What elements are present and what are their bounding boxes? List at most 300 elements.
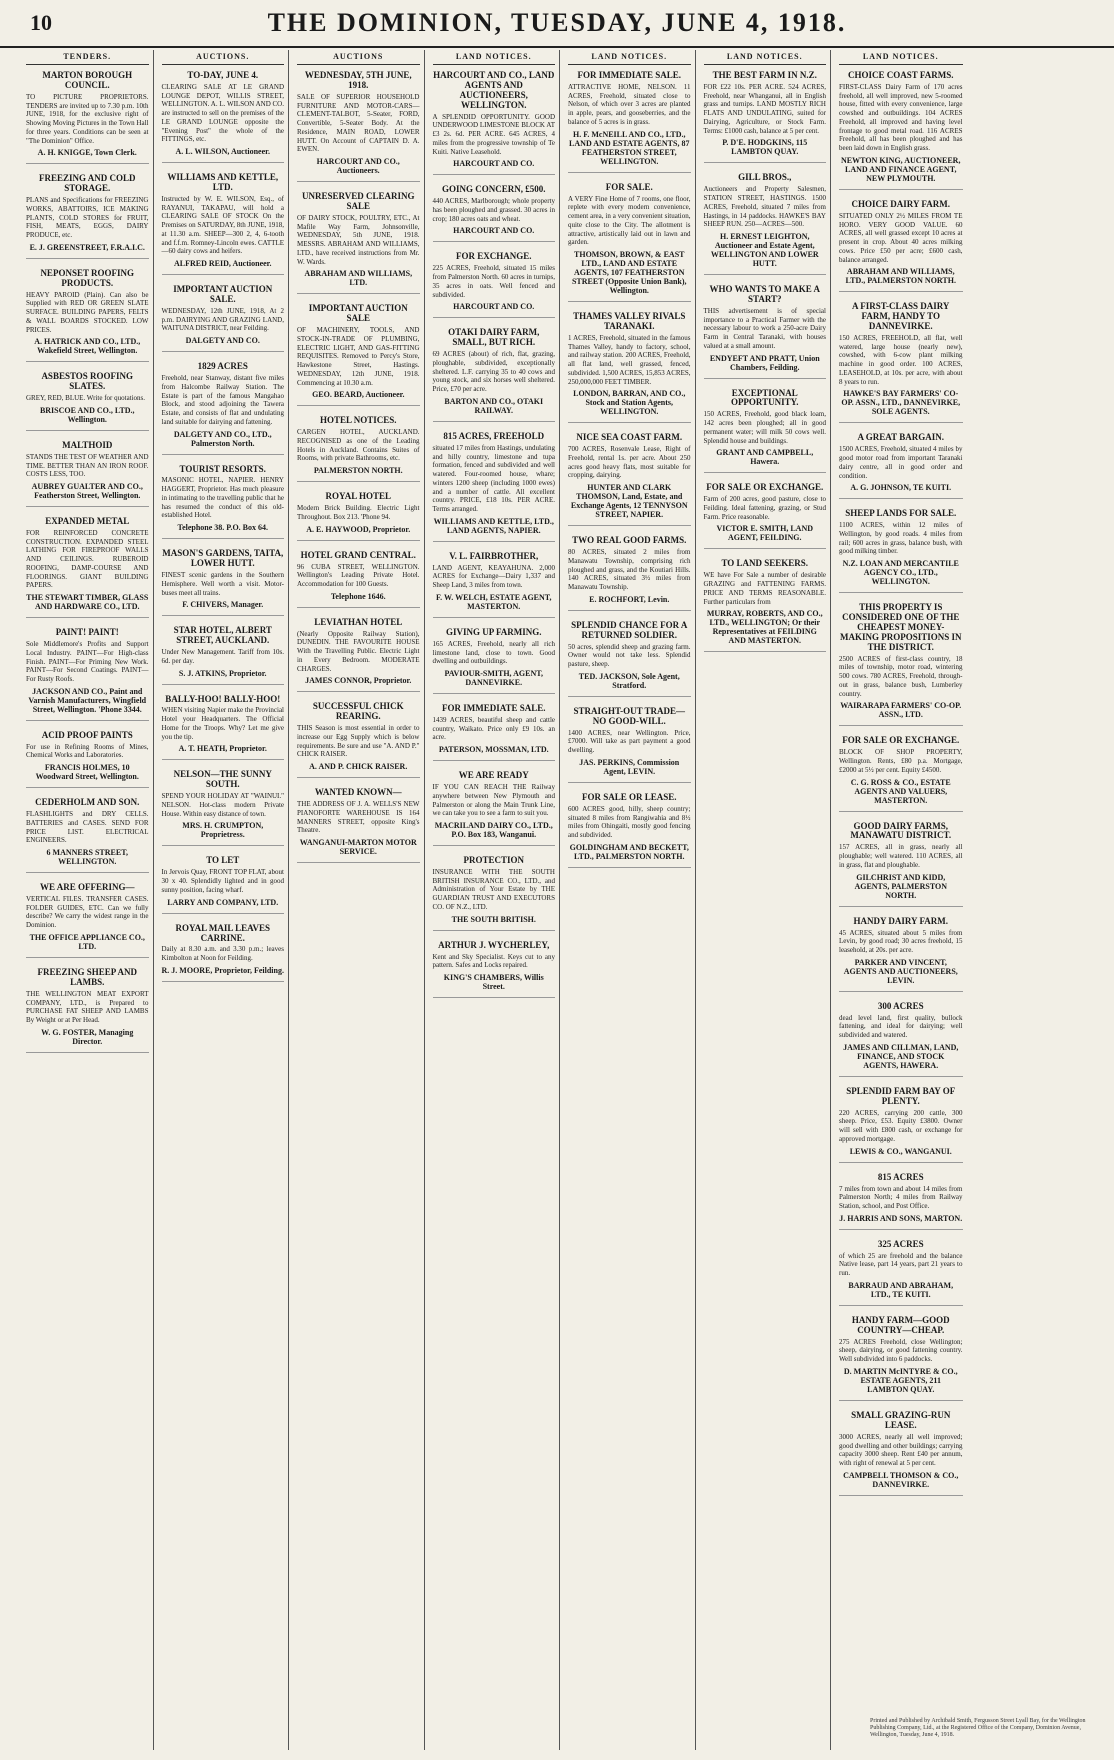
advertisement [568,793,691,868]
ad-signature: TED. JACKSON, Sole Agent, Stratford. [578,671,680,690]
ad-signature: VICTOR E. SMITH, LAND AGENT, FEILDING. [716,524,814,543]
columns-container [22,50,1102,1750]
column-heading: AUCTIONS [297,50,420,65]
ad-signature: J. HARRIS AND SONS, MARTON. [839,1213,963,1223]
ad-body: WHEN visiting Napier make the Provincial Hotel your Headquarters. The Official Home for the Troops. Why? Let me give you the tip. [161,706,284,741]
ad-title: MARTON BOROUGH COUNCIL. [42,70,133,90]
ad-title: CEDERHOLM AND SON. [35,797,140,808]
ad-signature: HARCOURT AND CO. [453,159,535,169]
ad-body: Daily at 8.30 a.m. and 3.30 p.m.; leaves Kimbolton at Noon for Feilding. [161,945,284,963]
ad-body: GREY, RED, BLUE. Write for quotations. [26,394,146,403]
ad-signature: E. J. GREENSTREET, F.R.A.I.C. [29,242,145,252]
column-6 [700,50,832,1750]
ad-title: ROYAL MAIL LEAVES CARRINE. [175,922,271,943]
advertisement [162,856,285,913]
ad-body: WE have For Sale a number of desirable GRAZING and FATTENING FARMS. PRICE AND TERMS REASONABLE. Further particulars from [703,571,826,606]
ad-signature: HARCOURT AND CO., Auctioneers. [316,157,400,176]
ad-title: SUCCESSFUL CHICK REARING. [312,701,404,722]
advertisement [433,432,556,542]
ad-title: WE ARE OFFERING— [39,882,135,893]
column-5 [564,50,696,1750]
advertisement [297,618,420,693]
ad-title: 1829 ACRES [197,361,248,372]
ad-body: PLANS and Specifications for FREEZING WORKS, ABATTOIRS, ICE MAKING PLANTS, COLD STORES for FRUIT, FISH, MEATS, EGGS, DAIRY PRODUCE, etc. [26,196,149,240]
ad-signature: THOMSON, BROWN, & EAST LTD., LAND AND ESTATE AGENTS, 107 FEATHERSTON STREET (Opposite Union Bank), Wellington. [571,250,687,296]
ad-signature: NEWTON KING, AUCTIONEER, LAND AND FINANCE AGENT, NEW PLYMOUTH. [841,155,961,183]
advertisement [839,1316,963,1401]
ad-title: TO LAND SEEKERS. [721,558,809,569]
advertisement [162,465,285,540]
advertisement [26,269,149,363]
ad-signature: JAMES AND CILLMAN, LAND, FINANCE, AND STOCK AGENTS, HAWERA. [843,1042,959,1070]
ad-title: SHEEP LANDS FOR SALE. [845,508,957,519]
advertisement [26,731,149,788]
ad-body: 1400 ACRES, near Wellington. Price, £7000. Will take as part payment a good dwelling. [568,728,691,755]
ad-signature: WILLIAMS AND KETTLE, LTD., LAND AGENTS, NAPIER. [433,516,554,535]
ad-body: 69 ACRES (about) of rich, flat, grazing, ploughable, subdivided, exceptionally sheltered. L.F. carrying 35 to 40 cows and young stock, and six horses well sheltered. Price, £70 per acre. [432,350,555,394]
ad-body: 225 ACRES, Freehold, situated 15 miles from Palmerston North. 60 acres in turnips, 35 acres in oats. Well fenced and subdivided. [432,264,555,299]
ad-title: 815 ACRES, FREEHOLD [443,430,545,441]
ad-title: WEDNESDAY, 5TH JUNE, 1918. [304,70,412,90]
advertisement [162,285,285,352]
ad-signature: LONDON, BARRAN, AND CO., Stock and Station Agents, WELLINGTON. [573,389,686,417]
ad-body: Under New Management. Tariff from 10s. 6d. per day. [161,648,284,665]
ad-body: 3000 ACRES, nearly all well improved; good dwelling and other buildings; carrying capacity 3000 sheep. Rent £40 per annum, with right of renewal at 5 per cent. [839,1432,963,1468]
ad-signature: PATERSON, MOSSMAN, LTD. [438,745,549,755]
advertisement [433,628,556,694]
ad-title: FREEZING AND COLD STORAGE. [38,173,136,194]
advertisement [433,71,556,175]
advertisement [26,71,149,164]
ad-signature: THE STEWART TIMBER, GLASS AND HARDWARE CO., LTD. [26,593,149,612]
ad-title: FOR SALE OR EXCHANGE. [706,482,824,493]
ad-body: THIS advertisement is of special importance to a Practical Farmer with the necessary labour to work a 250-acre Dairy Farm in Central Taranaki, with houses valued at a small amount. [703,306,826,350]
ad-body: A SPLENDID OPPORTUNITY. GOOD UNDERWOOD LIMESTONE BLOCK AT £3 2s. 6d. PER ACRE. 645 ACRES, 4 miles from the progressive township of Te Kuiti. Native Leasehold. [432,112,555,156]
ad-signature: ABRAHAM AND WILLIAMS, LTD., PALMERSTON NORTH. [845,267,956,286]
ad-body: 96 CUBA STREET, WELLINGTON. Wellington's Leading Private Hotel. Accommodation for 100 Guests. [297,562,420,589]
ad-body: In Jervois Quay, FRONT TOP FLAT, about 30 x 40. Splendidly lighted and in good sunny position, facing wharf. [161,868,284,894]
ad-body: IF YOU CAN REACH THE Railway anywhere between New Plymouth and Palmerston or along the Main Trunk Line, we can take you to see a farm to suit you. [432,783,555,818]
ad-title: MALTHOID [62,439,113,450]
ad-title: LEVIATHAN HOTEL [314,616,403,627]
ad-title: IMPORTANT AUCTION SALE [308,303,408,324]
ad-body: 275 ACRES Freehold, close Wellington; sheep, dairying, or good fattening country. Well subdivided into 6 paddocks. [839,1337,963,1364]
ad-body: (Nearly Opposite Railway Station), DUNEDIN. THE FAVOURITE HOUSE With the Travelling Public. Electric Light in Every Bedroom. MODERATE CHARGES. [297,629,420,673]
ad-signature: JAS. PERKINS, Commission Agent, LEVIN. [579,757,680,776]
ad-body: 157 ACRES, all in grass, nearly all ploughable; well watered. 110 ACRES, all in grass, flat and ploughable. [839,843,963,869]
advertisement [433,328,556,422]
ad-signature: JACKSON AND CO., Paint and Varnish Manufacturers, Wingfield Street, Wellington. 'Phone 3344. [28,686,147,714]
advertisement [839,822,963,907]
ad-signature: F. CHIVERS, Manager. [182,600,264,610]
column-7 [835,50,967,1750]
advertisement [839,302,963,423]
ad-title: STAR HOTEL, ALBERT STREET, AUCKLAND. [173,625,272,646]
advertisement [433,856,556,931]
ad-signature: KING'S CHAMBERS, Willis Street. [443,973,544,992]
advertisement [839,1411,963,1496]
column-4 [429,50,561,1750]
ad-body: INSURANCE WITH THE SOUTH BRITISH INSURANCE CO., LTD., and Administration of Your Estate by THE GUARDIAN TRUST AND EXECUTORS CO. OF N.Z., LTD. [432,867,555,911]
ad-title: IMPORTANT AUCTION SALE. [173,284,273,305]
ad-title: HANDY DAIRY FARM. [853,915,949,926]
ad-title: FOR EXCHANGE. [455,251,532,262]
ad-signature: A. L. WILSON, Auctioneer. [175,147,270,157]
ad-signature: MRS. H. CRUMPTON, Proprietress. [182,821,264,840]
advertisement [297,304,420,406]
column-heading: LAND NOTICES. [704,50,827,65]
advertisement [839,71,963,190]
ad-signature: DALGETY AND CO., LTD., Palmerston North. [173,429,272,448]
advertisement [839,736,963,811]
ad-title: SPLENDID CHANCE FOR A RETURNED SOLDIER. [571,619,688,640]
ad-body: HEAVY PAROID (Plain). Can also be Supplied with RED OR GREEN SLATE SURFACE. BUILDING PAPERS, FELTS & WALL BOARDS STOCKED. LOW PRICES. [26,290,149,334]
ad-signature: JAMES CONNOR, Proprietor. [305,676,412,686]
ad-body: FINEST scenic gardens in the Southern Hemisphere. Well worth a visit. Motor-buses meet all trains. [161,571,284,597]
advertisement [839,1002,963,1077]
ad-signature: H. ERNEST LEIGHTON, Auctioneer and Estate Agent, WELLINGTON AND LOWER HUTT. [710,232,819,269]
ad-title: GIVING UP FARMING. [445,626,542,637]
ad-body: FLASHLIGHTS and DRY CELLS. BATTERIES and CASES. SEND FOR PRICE LIST. ELECTRICAL ENGINEERS. [26,810,149,845]
ad-body: 1 ACRES, Freehold, situated in the famous Thames Valley, handy to factory, school, and railway station. 200 ACRES, Freehold, all flat land, well grassed, fenced, subdivided. 1,500 ACRES, 15,853 ACRES, 250,000,000 FEET TIMBER. [568,333,691,386]
ad-body: WEDNESDAY, 12th JUNE, 1918, At 2 p.m. DAIRYING AND GRAZING LAND, WAITUNA DISTRICT, near Feilding. [161,306,284,333]
advertisement [839,433,963,499]
ad-signature: A. G. JOHNSON, TE KUITI. [850,483,952,493]
ad-body: CARGEN HOTEL, AUCKLAND. RECOGNISED as one of the Leading Hotels in Auckland. Contains Suites of Rooms, with private Bathrooms, etc. [297,428,420,463]
ad-title: V. L. FAIRBROTHER, [449,550,539,561]
ad-signature: HARCOURT AND CO. [453,302,535,312]
ad-signature: WAIRARAPA FARMERS' CO-OP. ASSN., LTD. [840,701,962,720]
advertisement [704,389,827,474]
ad-title: FOR SALE. [605,181,653,192]
advertisement [162,695,285,761]
ad-title: OTAKI DAIRY FARM, SMALL, BUT RICH. [448,327,540,348]
ad-body: situated 17 miles from Hastings, undulating and hilly country, limestone and tupa formation, fenced and subdivided and well watered. Four-roomed house, whare; winters 1200 sheep (including 1000 ewes) and a number of cattle. All excellent country. PRICE, £18 10s. PER ACRE. Terms arranged. [432,443,555,514]
advertisement [26,968,149,1053]
ad-body: 1100 ACRES, within 12 miles of Wellington, by good roads. 4 miles from rail; 600 acres in grass, balance bush, with good milking timber. [839,521,963,556]
advertisement [26,798,149,873]
ad-title: THIS PROPERTY IS CONSIDERED ONE OF THE CHEAPEST MONEY-MAKING PROPOSITIONS IN THE DISTRICT. [839,602,962,652]
ad-body: MASONIC HOTEL, NAPIER. HENRY HAGGERT, Proprietor. Has much pleasure in intimating to the travelling public that he has resumed the conduct of this old-established Hotel. [161,476,284,520]
ad-signature: A. H. KNIGGE, Town Clerk. [37,148,137,158]
page-number: 10 [30,10,52,35]
ad-title: FOR SALE OR EXCHANGE. [842,735,960,746]
advertisement [704,483,827,549]
ad-title: WE ARE READY [458,770,529,781]
ad-body: FOR REINFORCED CONCRETE CONSTRUCTION. EXPANDED STEEL LATHING FOR FIREPROOF WALLS AND CEILINGS. RUBEROID ROOFING, DAMP-COURSE AND FLOORINGS. GIANT BUILDING PAPERS. [26,528,149,590]
advertisement [297,788,420,863]
ad-signature: HARCOURT AND CO. [453,226,535,236]
advertisement [297,192,420,294]
ad-signature: THE SOUTH BRITISH. [451,914,536,924]
ad-body: Freehold, near Stanway, distant five miles from Halcombe Railway Station. The Estate is part of the famous Mangahao Block, and stood adjoining the Tawera Estate, and consists of flat and undulating land suitable for dairying and fattening. [161,374,284,426]
ad-body: Farm of 200 acres, good pasture, close to Feilding. Ideal fattening, grazing, or Stud Farm. Price reasonable. [703,495,826,521]
ad-body: 45 ACRES, situated about 5 miles from Levin, by good road; 30 acres freehold, 15 leasehold, at 20s. per acre. [839,928,963,954]
advertisement [568,433,691,526]
ad-title: SPLENDID FARM BAY OF PLENTY. [846,1085,956,1106]
ad-signature: LEWIS & CO., WANGANUI. [849,1146,952,1156]
ad-signature: Telephone 1646. [330,591,386,601]
column-2 [158,50,290,1750]
ad-body: BLOCK OF SHOP PROPERTY, Wellington. Rents, £80 p.a. Mortgage, £2000 at 5½ per cent. Equity £4500. [839,748,963,774]
advertisement [162,173,285,275]
ad-title: PAINT! PAINT! [55,627,119,638]
printer-imprint: Printed and Published by Archibald Smith, Fergusson Street Lyall Bay, for the Wellington Publishing Company, Ltd., at the Registered Office of the Company, Dominion Avenue, Wellington, Tuesday, June 4, 1918. [870,1718,1086,1739]
ad-title: ARTHUR J. WYCHERLEY, [438,939,550,950]
advertisement [839,603,963,726]
advertisement [297,551,420,608]
ad-signature: PALMERSTON NORTH. [313,466,403,476]
column-heading: AUCTIONS. [162,50,285,65]
ad-title: 300 ACRES [877,1000,924,1011]
ad-body: FOR £22 10s. PER ACRE. 524 ACRES, Freehold, near Whanganui, all in English grass and turnips. LAND MOSTLY RICH FLATS AND UNDULATING, suited for Dairying, Agriculture, or Stock Farm. Terms: £1000 cash, balance at 5 per cent. [703,82,826,135]
ad-signature: MACRILAND DAIRY CO., LTD., P.O. Box 183, Wanganui. [434,821,553,840]
ad-body: OF DAIRY STOCK, POULTRY, ETC., At Mafile Way Farm, Johnsonville, WEDNESDAY, 5th JUNE, 1918. MESSRS. ABRAHAM AND WILLIAMS, LTD., have received instructions from Mr. W. Wards. [297,213,420,266]
ad-body: 7 miles from town and about 14 miles from Palmerston North; 4 miles from Railway Station, school, and Post Office. [839,1184,963,1211]
advertisement [704,173,827,275]
ad-title: HOTEL NOTICES. [319,415,397,426]
ad-title: THAMES VALLEY RIVALS TARANAKI. [573,311,686,331]
ad-title: UNRESERVED CLEARING SALE [302,191,415,211]
ad-body: ATTRACTIVE HOME, NELSON. 11 ACRES, Freehold, situated close to Nelson, of which over 3 acres are planted in apple, pears, and gooseberries, and the balance of 5 acres is in grass. [568,82,691,126]
ad-title: BALLY-HOO! BALLY-HOO! [165,693,281,704]
ad-signature: H. F. McNEILL AND CO., LTD., LAND AND ESTATE AGENTS, 87 FEATHERSTON STREET, WELLINGTON. [569,129,690,166]
advertisement [26,883,149,958]
ad-title: STRAIGHT-OUT TRADE—NO GOOD-WILL. [573,705,686,726]
advertisement [568,312,691,423]
advertisement [433,185,556,242]
ad-signature: LARRY AND COMPANY, LTD. [167,897,279,907]
ad-title: GOOD DAIRY FARMS, MANAWATU DISTRICT. [850,820,952,841]
ad-signature: C. G. ROSS & CO., ESTATE AGENTS AND VALUERS, MASTERTON. [850,777,951,805]
ad-signature: R. J. MOORE, Proprietor, Feilding. [161,965,284,975]
ad-title: WHO WANTS TO MAKE A START? [709,284,821,304]
ad-title: HANDY FARM—GOOD COUNTRY—CHEAP. [851,1314,950,1335]
ad-signature: THE OFFICE APPLIANCE CO., LTD. [29,932,145,951]
ad-body: 50 acres, splendid sheep and grazing farm. Owner would not take less. Splendid pasture, sheep. [568,642,691,669]
ad-signature: GEO. BEARD, Auctioneer. [312,390,405,400]
ad-signature: BARRAUD AND ABRAHAM, LTD., TE KUITI. [848,1280,954,1299]
ad-body: 600 ACRES good, hilly, sheep country; situated 8 miles from Rangiwahia and 8½ miles from Ohingaiti, mostly good fencing and subdivided. [568,804,691,840]
ad-signature: HAWKE'S BAY FARMERS' CO-OP. ASSN., LTD., DANNEVIRKE, SOLE AGENTS. [841,389,961,417]
ad-title: SMALL GRAZING-RUN LEASE. [851,1409,951,1430]
column-heading: TENDERS. [26,50,149,65]
ad-title: FOR IMMEDIATE SALE. [577,70,682,80]
ad-body: 2500 ACRES of first-class country, 18 miles of township, motor road, wintering 500 cows. 780 ACRES, Freehold, through-out in grass, balance bush, Lumberley country. [839,654,963,698]
ad-body: 700 ACRES, Rosenvale Lease, Right of Freehold, rental 1s. per acre. About 250 acres good heavy flats, most suitable for cropping, dairying. [568,445,691,480]
ad-title: GOING CONCERN, £500. [441,184,546,195]
advertisement [568,707,691,783]
advertisement [839,1173,963,1230]
ad-body: 80 ACRES, situated 2 miles from Manawatu Township, comprising rich ploughed and grass, and the Koutiari Hills. 140 ACRES, situated 3½ miles from Manawatu Township. [568,548,691,592]
ad-title: A FIRST-CLASS DAIRY FARM, HANDY TO DANNEVIRKE. [852,301,950,332]
ad-body: Sole Middlemore's Profits and Support Local Industry. PAINT—For High-class Finish. PAINT—For Priming New Work. PAINT—For Second Coatings. PAINT—For Rusty Roofs. [26,640,149,684]
ad-body: OF MACHINERY, TOOLS, AND STOCK-IN-TRADE OF PLUMBING, ELECTRIC LIGHT, AND GAS-FITTING REQUISITES. Removed to Percy's Store, Hawkestone Street, Hastings. WEDNESDAY, 12th JUNE, 1918. Commencing at 10.30 a.m. [297,326,420,387]
ad-title: HARCOURT AND CO., LAND AGENTS AND AUCTIONEERS, WELLINGTON. [433,70,555,110]
ad-title: 815 ACRES [877,1171,924,1182]
ad-body: SPEND YOUR HOLIDAY AT "WAINUI." NELSON. Hot-class modern Private House. Within easy distance of town. [161,792,284,818]
advertisement [839,1240,963,1306]
ad-signature: PAVIOUR-SMITH, AGENT, DANNEVIRKE. [444,669,543,688]
ad-title: PROTECTION [463,855,524,866]
ad-title: WILLIAMS AND KETTLE, LTD. [167,172,279,193]
ad-body: 1500 ACRES, Freehold, situated 4 miles by good motor road from important Taranaki dairy centre, all in good order and condition. [839,445,963,480]
advertisement [26,517,149,618]
ad-title: THE BEST FARM IN N.Z. [712,70,817,80]
ad-signature: A. E. HAYWOOD, Proprietor. [306,524,411,534]
ad-body: 150 ACRES, FREEHOLD, all flat, well watered, large house (nearly new), cowshed, with 6-cow plant milking machine in good order. 100 ACRES, LEASEHOLD, at 10s. per acre, with about 8 years to run. [839,333,963,386]
newspaper-title: THE DOMINION, TUESDAY, JUNE 4, 1918. [267,8,847,37]
ad-title: ACID PROOF PAINTS [41,729,133,740]
ad-signature: ENDYEFT AND PRATT, Union Chambers, Feilding. [709,353,820,372]
ad-title: EXPANDED METAL [45,516,130,527]
ad-title: CHOICE DAIRY FARM. [851,198,950,209]
advertisement [704,285,827,379]
ad-title: TWO REAL GOOD FARMS. [572,535,687,546]
ad-title: NEPONSET ROOFING PRODUCTS. [40,267,135,288]
advertisement [297,71,420,182]
advertisement [162,924,285,982]
ad-title: EXCEPTIONAL OPPORTUNITY. [730,387,799,408]
ad-signature: GOLDINGHAM AND BECKETT, LTD., PALMERSTON NORTH. [569,842,689,861]
advertisement [162,362,285,454]
ad-signature: ALFRED REID, Auctioneer. [174,259,272,269]
ad-title: CHOICE COAST FARMS. [848,70,954,80]
ad-body: dead level land, first quality, bullock fattening, and ideal for dairying; well subdivided and watered. [839,1013,963,1040]
ad-title: ASBESTOS ROOFING SLATES. [41,371,134,392]
masthead [0,0,1114,48]
advertisement [26,174,149,259]
advertisement [433,941,556,998]
ad-body: FIRST-CLASS Dairy Farm of 170 acres freehold, all well improved, new 5-roomed house, fitted with every convenience, large cowshed and outbuildings. 104 ACRES Freehold, all improved and having level frontage to good metal road. 116 ACRES Freehold, all has been ploughed and has been laid down in English grass. [839,82,963,153]
advertisement [162,71,285,163]
advertisement [433,704,556,761]
ad-signature: D. MARTIN McINTYRE & CO., ESTATE AGENTS, 211 LAMBTON QUAY. [843,1366,958,1394]
ad-signature: S. J. ATKINS, Proprietor. [178,668,267,678]
ad-body: 150 ACRES, Freehold, good black loam, 142 acres been ploughed; all in good permanent water; will milk 50 cows well. Splendid house and buildings. [703,410,826,445]
ad-body: A VERY Fine Home of 7 rooms, one floor, replete with every modern convenience, cement area, in a very convenient situation, quite close to the City. The allotment is attractive, artistically laid out in lawn and garden. [568,194,691,247]
ad-body: Kent and Sky Specialist. Keys cut to any pattern. Safes and Locks repaired. [432,952,555,970]
advertisement [26,628,149,721]
advertisement [162,549,285,616]
advertisement [162,770,285,846]
ad-body: 165 ACRES, Freehold, nearly all rich limestone land, close to town. Good dwelling and outbuildings. [432,639,555,666]
ad-signature: Telephone 38. P.O. Box 64. [177,523,269,533]
ad-body: 440 ACRES, Marlborough; whole property has been ploughed and grassed. 30 acres in crop; 180 acres oats and wheat. [432,197,555,223]
ad-signature: FRANCIS HOLMES, 10 Woodward Street, Wellington. [35,763,139,782]
ad-title: WANTED KNOWN— [314,787,402,798]
ad-body: Modern Brick Building. Electric Light Throughout. Box 213. 'Phone 94. [297,504,420,521]
ad-signature: BARTON AND CO., OTAKI RAILWAY. [444,396,544,415]
ad-body: VERTICAL FILES. TRANSFER CASES. FOLDER GUIDES, ETC. Can we fully describe? We carry the widest range in the Dominion. [26,894,149,930]
advertisement [433,552,556,618]
ad-signature: BRISCOE AND CO., LTD., Wellington. [39,405,135,424]
ad-signature: E. ROCHFORT, Levin. [589,594,670,604]
ad-body: CLEARING SALE AT LE GRAND LOUNGE DEPOT, WILLIS STREET, WELLINGTON. A. L. WILSON AND CO. are instructed to sell on the premises of the LE GRAND LOUNGE opposite the "Evening Post" the whole of the FITTINGS, etc. [161,82,284,144]
ad-title: NICE SEA COAST FARM. [576,432,683,443]
advertisement [297,416,420,482]
ad-title: MASON'S GARDENS, TAITA, LOWER HUTT. [162,548,284,569]
advertisement [568,536,691,611]
ad-title: NELSON—THE SUNNY SOUTH. [173,769,272,790]
advertisement [839,200,963,292]
advertisement [433,771,556,846]
column-heading: LAND NOTICES. [433,50,556,65]
ad-body: LAND AGENT, KEAYAHUNA. 2,000 ACRES for Exchange—Dairy 1,337 and Sheep Land, 3 miles from town. [432,563,555,590]
ad-signature: ABRAHAM AND WILLIAMS, LTD. [304,269,413,288]
ad-signature: A. HATRICK AND CO., LTD., Wakefield Street, Wellington. [34,337,141,356]
ad-title: GILL BROS., [738,172,792,183]
advertisement [26,441,149,507]
ad-title: A GREAT BARGAIN. [857,432,944,443]
ad-body: 220 ACRES, carrying 200 cattle, 300 sheep. Price, £53. Equity £3800. Owner will sell with £800 cash, or exchange for approved mortgage. [839,1108,963,1143]
advertisement [297,702,420,778]
ad-title: TO LET [206,855,240,866]
ad-body: SITUATED ONLY 2½ MILES FROM TE HORO. VERY GOOD VALUE. 60 ACRES, all well grassed except 10 acres at present in crop. About 40 acres milking cows. Price £50 per acre; £600 cash, balance arranged. [839,211,963,264]
advertisement [839,509,963,593]
ad-body: THIS Season is most essential in order to increase our Egg Supply which is below requirements. Be sure and use "A. AND P." CHICK RAISER. [297,724,420,759]
ad-title: HOTEL GRAND CENTRAL. [300,549,416,560]
ad-body: SALE OF SUPERIOR HOUSEHOLD FURNITURE AND MOTOR-CARS—CLEMENT-TALBOT, 5-Seater, FORD, Convertible, 5-Seater Body. At the Residence, MAIN ROAD, LOWER HUTT. On Account of CAPTAIN D. A. EWEN. [297,92,420,154]
advertisement [162,626,285,684]
column-1 [22,50,154,1750]
ad-title: TOURIST RESORTS. [179,463,266,474]
ad-signature: CAMPBELL THOMSON & CO., DANNEVIRKE. [843,1470,959,1489]
ad-body: Auctioneers and Property Salesmen, STATION STREET, HASTINGS. 1500 ACRES, Freehold, situated 7 miles from Hastings, in 14 paddocks. HAWKE'S BAY SHEEP RUN. 250—ACRES—500. [703,185,826,229]
ad-signature: MURRAY, ROBERTS, AND CO., LTD., WELLINGTON; Or their Representatives at FEILDING AND MASTERTON. [706,609,823,646]
column-heading: LAND NOTICES. [839,50,963,65]
ad-title: TO-DAY, JUNE 4. [187,70,259,80]
ad-body: THE ADDRESS OF J. A. WELLS'S NEW PIANOFORTE WAREHOUSE IS 164 MANNERS STREET, opposite King's Theatre. [297,800,420,835]
ad-body: For use in Refining Rooms of Mines, Chemical Works and Laboratories. [26,742,149,760]
ad-body: of which 25 are freehold and the balance Native lease, part 14 years, part 21 years to run. [839,1251,963,1278]
ad-signature: WANGANUI-MARTON MOTOR SERVICE. [299,838,417,857]
ad-signature: 6 MANNERS STREET, WELLINGTON. [46,848,128,867]
advertisement [568,183,691,302]
advertisement [26,372,149,431]
advertisement [704,559,827,652]
ad-body: STANDS THE TEST OF WEATHER AND TIME. BETTER THAN AN IRON ROOF. COSTS LESS, TOO. [26,452,149,479]
ad-signature: PARKER AND VINCENT, AGENTS AND AUCTIONEERS, LEVIN. [843,957,958,985]
ad-body: Instructed by W. E. WILSON, Esq., of RAYANUI, TAKAPAU, will hold a CLEARING SALE OF STOCK On the Premises on SATURDAY, 8th JUNE, 1918, at 11.30 a.m. SHEEP—300 2, 4, 6-tooth and f.f.m. Romney-Lincoln ewes. CATTLE—60 dairy cows and heifers. [161,194,284,256]
ad-signature: DALGETY AND CO. [185,336,260,346]
column-3 [293,50,425,1750]
ad-body: TO PICTURE PROPRIETORS. TENDERS are invited up to 7.30 p.m. 10th JUNE, 1918, for the exclusive right of Showing Moving Pictures in the Town Hall for three years. Conditions can be seen at "The Dominion" Office. [26,92,149,145]
ad-signature: GILCHRIST AND KIDD, AGENTS, PALMERSTON NORTH. [854,872,948,900]
ad-signature: HUNTER AND CLARK THOMSON, Land, Estate, and Exchange Agents, 12 TENNYSON STREET, NAPIER. [570,483,688,520]
advertisement [568,621,691,697]
advertisement [839,1087,963,1163]
ad-title: FOR IMMEDIATE SALE. [441,703,546,714]
ad-signature: N.Z. LOAN AND MERCANTILE AGENCY CO., LTD., WELLINGTON. [842,559,959,587]
ad-signature: F. W. WELCH, ESTATE AGENT, MASTERTON. [435,592,552,611]
ad-signature: AUBREY GUALTER AND CO., Featherston Street, Wellington. [31,482,143,501]
ad-signature: GRANT AND CAMPBELL, Hawera. [716,448,814,467]
advertisement [297,492,420,540]
advertisement [433,252,556,318]
ad-body: THE WELLINGTON MEAT EXPORT COMPANY, LTD., is Prepared to PURCHASE FAT SHEEP AND LAMBS By Weight or at Per Head. [26,989,149,1024]
ad-signature: A. AND P. CHICK RAISER. [309,762,408,772]
ad-signature: A. T. HEATH, Proprietor. [178,744,267,754]
ad-title: FREEZING SHEEP AND LAMBS. [37,966,138,987]
ad-title: ROYAL HOTEL [325,491,391,502]
ad-body: 1439 ACRES, beautiful sheep and cattle country, Waikato. Price only £9 10s. an acre. [432,715,555,742]
ad-signature: W. G. FOSTER, Managing Director. [41,1027,134,1046]
ad-title: FOR SALE OR LEASE. [581,791,677,802]
advertisement [839,917,963,992]
ad-signature: P. D'E. HODGKINS, 115 LAMBTON QUAY. [722,138,808,157]
advertisement [568,71,691,173]
